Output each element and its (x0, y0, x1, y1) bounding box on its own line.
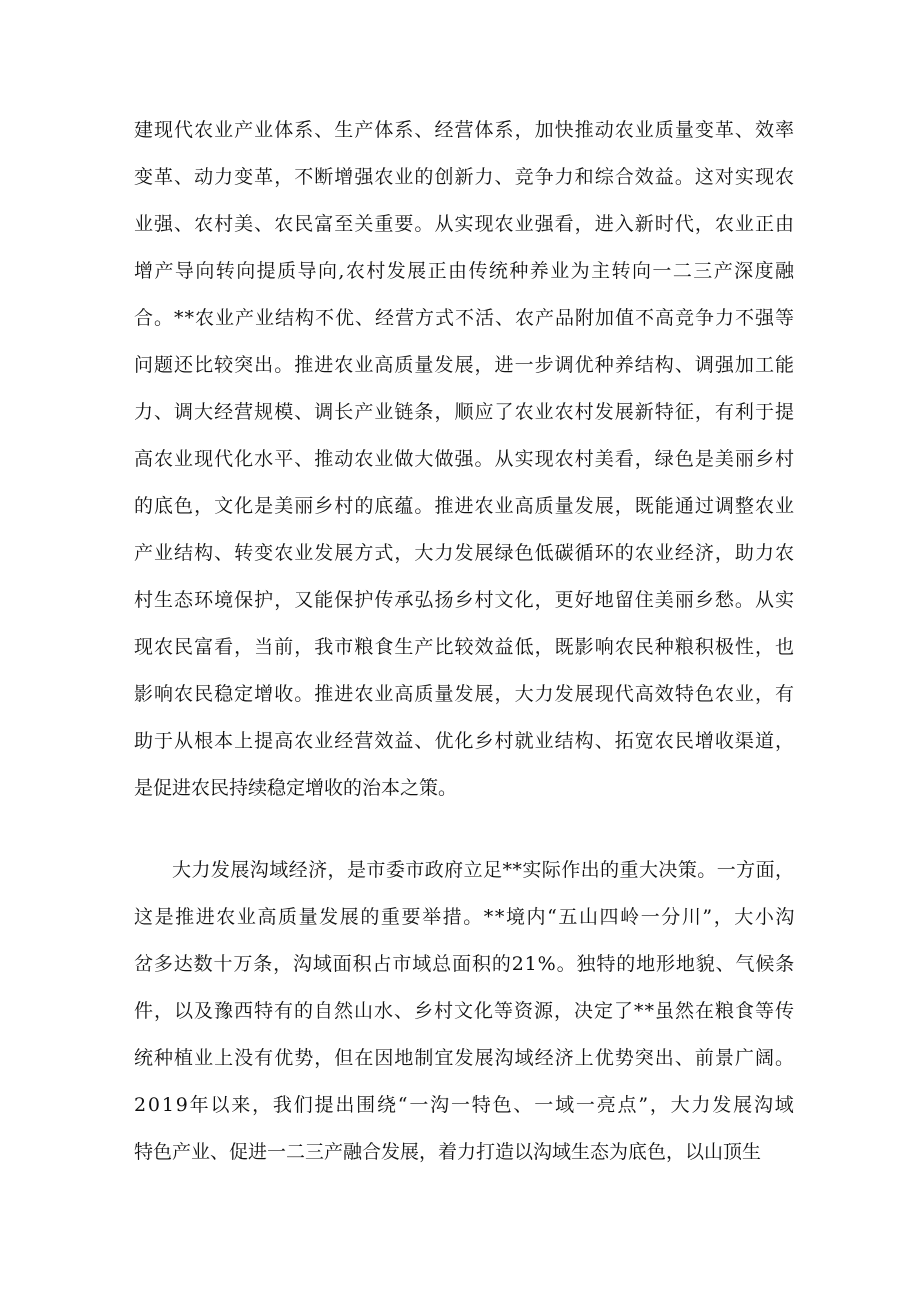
text-line: 产业结构、转变农业发展方式，大力发展绿色低碳循环的农业经济，助力农 (134, 542, 796, 564)
text-line: 合。**农业产业结构不优、经营方式不活、农产品附加值不高竞争力不强等 (134, 307, 796, 329)
text-line: 大力发展沟域经济，是市委市政府立足**实际作出的重大决策。一方面， (172, 859, 795, 881)
text-line: 统种植业上没有优势，但在因地制宜发展沟域经济上优势突出、前景广阔。 (134, 1047, 796, 1069)
text-line: 是促进农民持续稳定增收的治本之策。 (134, 777, 458, 799)
text-line: 村生态环境保护，又能保护传承弘扬乡村文化，更好地留住美丽乡愁。从实 (134, 589, 796, 611)
text-line: 岔多达数十万条，沟域面积占市域总面积的21%。独特的地形地貌、气候条 (134, 953, 796, 975)
text-line: 问题还比较突出。推进农业高质量发展，进一步调优种养结构、调强加工能 (134, 354, 796, 376)
text-line: 现农民富看，当前，我市粮食生产比较效益低，既影响农民种粮积极性，也 (134, 636, 796, 658)
paragraph-1 (134, 118, 794, 808)
paragraph-2 (134, 858, 797, 1188)
text-line: 增产导向转向提质导向,农村发展正由传统种养业为主转向一二三产深度融 (134, 260, 796, 282)
text-line: 变革、动力变革，不断增强农业的创新力、竞争力和综合效益。这对实现农 (134, 166, 796, 188)
text-line: 2019年以来，我们提出围绕“一沟一特色、一域一亮点”，大力发展沟域 (134, 1094, 796, 1116)
text-line: 建现代农业产业体系、生产体系、经营体系，加快推动农业质量变革、效率 (134, 119, 796, 141)
text-line: 业强、农村美、农民富至关重要。从实现农业强看，进入新时代，农业正由 (134, 213, 796, 235)
text-line: 这是推进农业高质量发展的重要举措。**境内“五山四岭一分川”，大小沟 (134, 906, 797, 928)
text-line: 影响农民稳定增收。推进农业高质量发展，大力发展现代高效特色农业，有 (134, 683, 796, 705)
text-line: 件，以及豫西特有的自然山水、乡村文化等资源，决定了**虽然在粮食等传 (134, 1000, 796, 1022)
text-line: 特色产业、促进一二三产融合发展，着力打造以沟域生态为底色，以山顶生 (134, 1141, 762, 1163)
text-line: 的底色，文化是美丽乡村的底蕴。推进农业高质量发展，既能通过调整农业 (134, 495, 796, 517)
text-line: 力、调大经营规模、调长产业链条，顺应了农业农村发展新特征，有利于提 (134, 401, 796, 423)
text-line: 助于从根本上提高农业经营效益、优化乡村就业结构、拓宽农民增收渠道， (134, 730, 796, 752)
text-line: 高农业现代化水平、推动农业做大做强。从实现农村美看，绿色是美丽乡村 (134, 448, 796, 470)
